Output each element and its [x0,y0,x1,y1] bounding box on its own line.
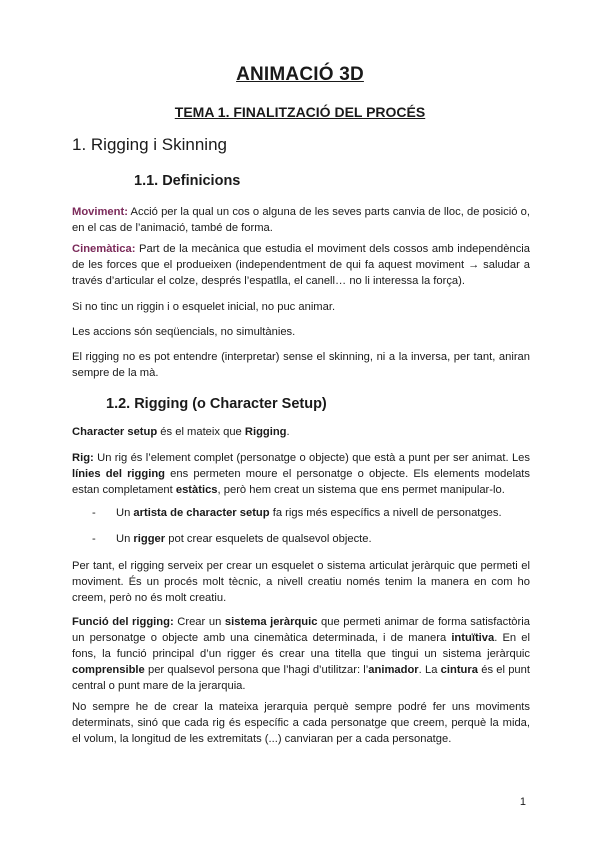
section-1-heading: 1. Rigging i Skinning [72,135,227,154]
paragraph-rigging-inicial: Si no tinc un riggin i o esquelet inicial, no puc animar. [72,301,336,313]
cs-period: . [286,426,290,438]
bullet-item [92,531,532,547]
animador-term: animador [368,664,419,676]
cs-text: és el mateix que [157,426,245,438]
paragraph-no-sempre: No sempre he de crear la mateixa jerarquia perquè sempre podré fer uns moviments determinats, sinó que cada rig és específic a cada personatge que creem, perquè la mida, el volum, la longitud de les extremitats (...) canviaran per a cada personatge. [72,701,530,745]
estatics-term: estàtics [175,484,218,496]
paragraph-character-setup [72,424,530,440]
funcio-text-3: . En el fons, la funció principal d’un rigger és crear una titella que tingui un sistema jeràrquic [72,632,530,660]
paragraph-accions: Les accions són seqüencials, no simultànies. [72,326,296,338]
bullet-dash: - [92,507,96,519]
paragraph-rigging-skinning: El rigging no es pot entendre (interpretar) sense el skinning, ni a la inversa, per tant, aniran sempre de la mà. [72,351,530,379]
linies-rigging-term: línies del rigging [72,468,165,480]
cintura-term: cintura [440,664,478,676]
rig-text-3: , però hem creat un sistema que ens permet manipular-lo. [217,484,505,496]
funcio-text-6: és el punt central o punt mare de la jerarquia. [72,664,530,692]
bullet-item [92,505,532,521]
funcio-text-4: per qualsevol persona que l’hagi d’utilitzar: l’ [144,664,369,676]
bullet-text-c: pot crear esquelets de qualsevol objecte. [165,533,372,545]
cinematica-definition: Part de la mecànica que estudia el moviment dels cossos amb independència de les forces que el produeixen (independentment de qui fa aquest moviment → saludar a través d’articular el colze, després l’espatlla, el canell… no li interessa la força). [72,243,530,287]
comprensible-term: comprensible [72,664,145,676]
paragraph-moviment [72,204,530,236]
funcio-term: Funció del rigging: [72,616,174,628]
page-number: 1 [519,796,526,808]
bullet-text-a: Un [116,507,134,519]
funcio-text-1: Crear un [173,616,225,628]
paragraph-funcio-rigging [72,614,530,694]
bullet-text-a: Un [116,533,134,545]
paragraph-rig [72,450,530,498]
cs-term: Character setup [72,426,158,438]
term-moviment: Moviment: [72,206,128,218]
cs-rigging-term: Rigging [244,426,287,438]
paragraph-cinematica [72,241,530,289]
bullet-term: artista de character setup [133,507,270,519]
bullet-term: rigger [133,533,166,545]
intuitiva-term: intuïtiva [451,632,495,644]
document-subtitle: TEMA 1. FINALITZACIÓ DEL PROCÉS [174,104,426,120]
funcio-text-2: que permeti animar de forma satisfactòria un personatge o objecte amb una cinemàtica determinada, i de manera [72,616,530,644]
moviment-definition: Acció per la qual un cos o alguna de les seves parts canvia de lloc, de posició o, en el cas de l’animació, també de forma. [72,206,530,234]
rig-text-2: ens permeten moure el personatge o objecte. Els elements modelats estan completament [72,468,530,496]
paragraph-per-tant: Per tant, el rigging serveix per crear un esquelet o sistema articulat jeràrquic que permeti el moviment. És un procés molt tècnic, a nivell creatiu només tenim la manera en com ho creem, però no és molt creatiu. [72,560,530,604]
funcio-text-5: . La [418,664,441,676]
document-title: ANIMACIÓ 3D [236,64,364,85]
bullet-dash: - [92,533,96,545]
rig-text-1: Un rig és l’element complet (personatge o objecte) que està a punt per ser animat. Les [93,452,530,464]
bullet-text-c: fa rigs més específics a nivell de personatges. [269,507,502,519]
term-cinematica: Cinemàtica: [72,243,136,255]
sistema-jerarquic-term: sistema jeràrquic [224,616,318,628]
rig-term: Rig: [72,452,94,464]
subsection-1-1-heading: 1.1. Definicions [134,173,241,189]
subsection-1-2-heading: 1.2. Rigging (o Character Setup) [106,396,327,412]
